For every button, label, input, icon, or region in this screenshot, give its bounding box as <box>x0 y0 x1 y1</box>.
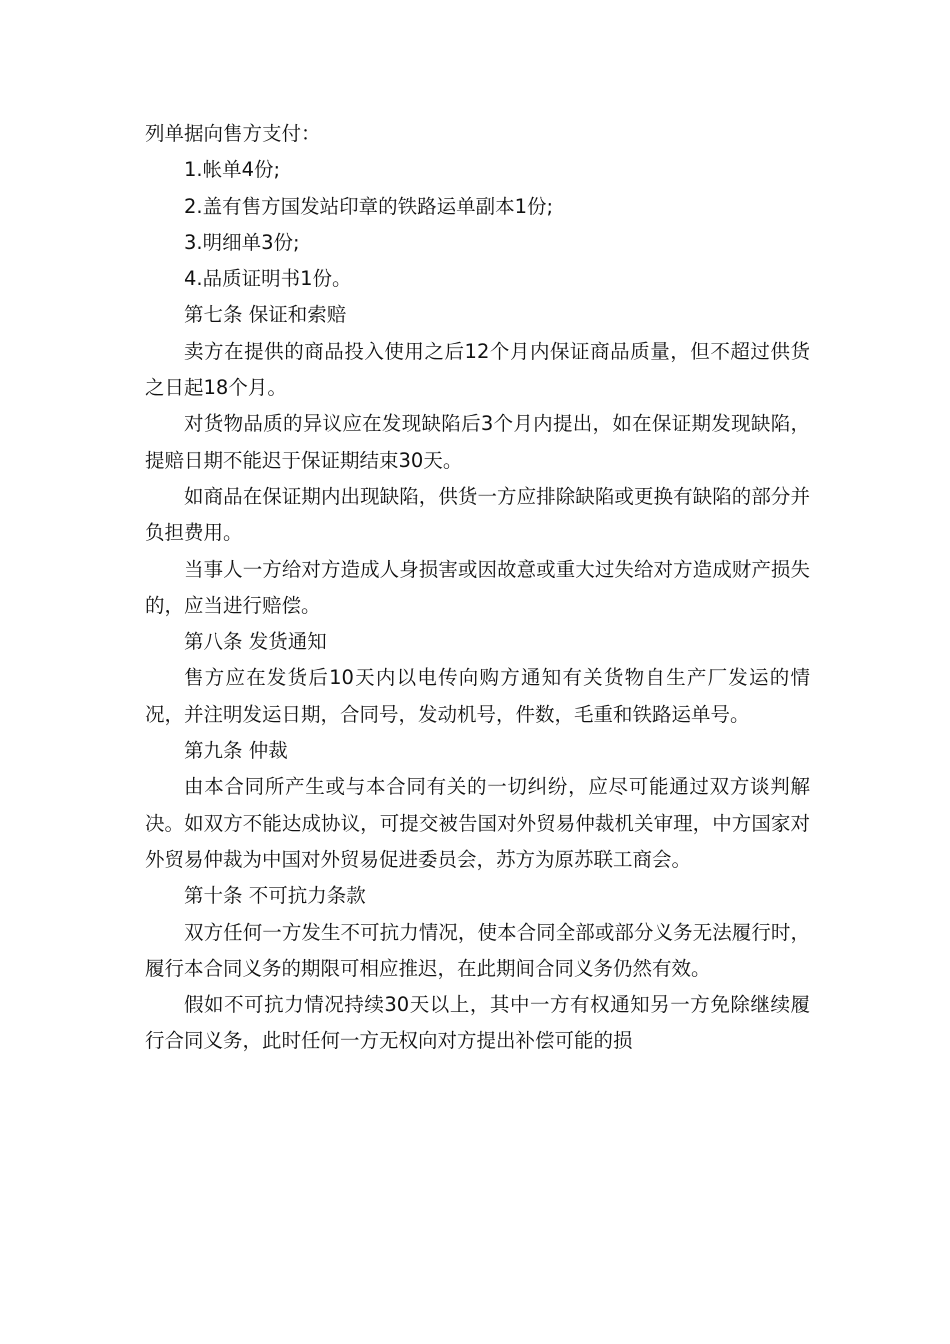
article-8-heading: 第八条 发货通知 <box>184 630 327 654</box>
article-10-paragraph-1: 双方任何一方发生不可抗力情况，使本合同全部或部分义务无法履行时，履行本合同义务的期限可相应推迟，在此期间合同义务仍然有效。 <box>145 920 810 980</box>
list-item-waybill: 2.盖有售方国发站印章的铁路运单副本1份; <box>184 194 554 218</box>
article-7-paragraph-2: 对货物品质的异议应在发现缺陷后3个月内提出，如在保证期发现缺陷，提赔日期不能迟于保证期结束30天。 <box>145 412 810 472</box>
article-8-paragraph: 售方应在发货后10天内以电传向购方通知有关货物自生产厂发运的情况，并注明发运日期，合同号，发动机号，件数，毛重和铁路运单号。 <box>145 666 810 726</box>
list-item-invoice: 1.帐单4份; <box>184 158 281 182</box>
article-10-paragraph-2: 假如不可抗力情况持续30天以上，其中一方有权通知另一方免除继续履行合同义务，此时任何一方无权向对方提出补偿可能的损 <box>145 993 810 1053</box>
article-7-heading: 第七条 保证和索赔 <box>184 303 347 327</box>
article-7-paragraph-1: 卖方在提供的商品投入使用之后12个月内保证商品质量，但不超过供货之日起18个月。 <box>145 339 810 400</box>
article-7-paragraph-4: 当事人一方给对方造成人身损害或因故意或重大过失给对方造成财产损失的，应当进行赔偿。 <box>145 557 810 617</box>
article-7-paragraph-3: 如商品在保证期内出现缺陷，供货一方应排除缺陷或更换有缺陷的部分并负担费用。 <box>145 484 810 545</box>
document-body <box>145 116 810 1060</box>
list-item-detail-list: 3.明细单3份; <box>184 230 300 254</box>
paragraph-continuation: 列单据向售方支付： <box>145 122 321 145</box>
article-10-heading: 第十条 不可抗力条款 <box>184 884 366 908</box>
list-item-quality-certificate: 4.品质证明书1份。 <box>184 267 352 291</box>
article-9-heading: 第九条 仲裁 <box>184 739 288 763</box>
article-9-paragraph: 由本合同所产生或与本合同有关的一切纠纷，应尽可能通过双方谈判解决。如双方不能达成协议，可提交被告国对外贸易仲裁机关审理，中方国家对外贸易仲裁为中国对外贸易促进委员会，苏方为原苏联工商会。 <box>145 775 810 871</box>
